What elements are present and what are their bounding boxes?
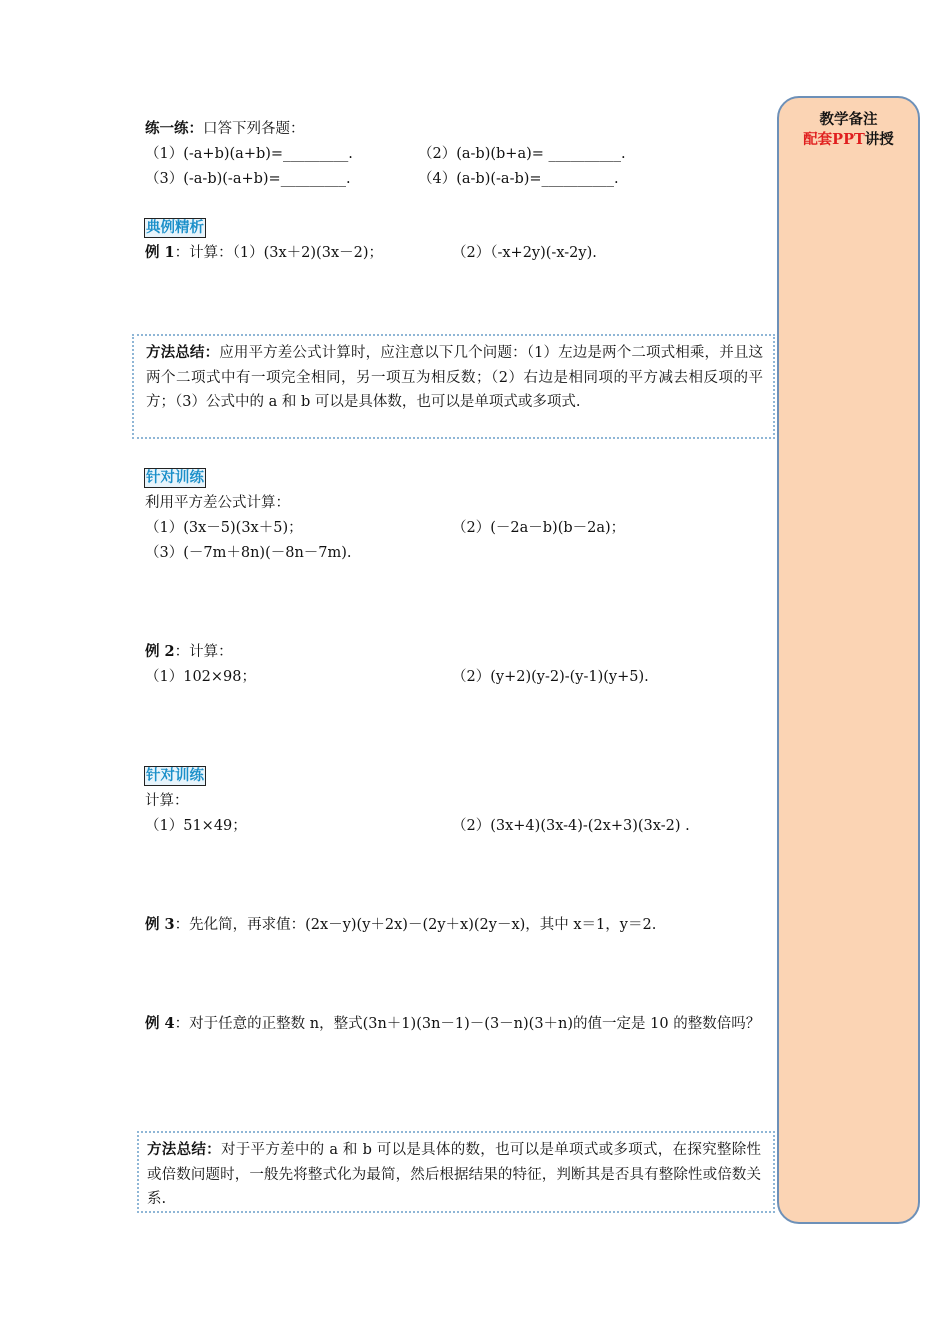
sidebar-lecture-label: 讲授 — [864, 131, 894, 148]
example-3 — [145, 915, 656, 935]
example-4-label: 例 4 — [145, 1015, 175, 1032]
example-1 — [145, 243, 383, 263]
training-1-title: 针对训练 — [146, 469, 204, 486]
method-summary-2-text: 对于平方差中的 a 和 b 可以是具体的数，也可以是单项式或多项式，在探究整除性或倍数问题时，一般先将整式化为最简，然后根据结果的特征，判断其是否具有整除性或倍数关系. — [147, 1142, 761, 1207]
teaching-notes-sidebar — [777, 96, 920, 1224]
method-summary-1-label: 方法总结： — [146, 344, 220, 361]
sidebar-title: 教学备注 — [819, 111, 878, 128]
example-2-text: ：计算： — [174, 644, 233, 660]
example-4-text: ：对于任意的正整数 n，整式(3n＋1)(3n－1)－(3－n)(3＋n)的值一定是 10 的整数倍吗？ — [174, 1016, 761, 1032]
example-2 — [145, 642, 233, 662]
practice-q2: （2）(a-b)(b+a)= __________. — [418, 146, 626, 162]
training-2-instruction: 计算： — [145, 793, 189, 809]
method-summary-1-text: 应用平方差公式计算时，应注意以下几个问题：（1）左边是两个二项式相乘，并且这两个二项式中有一项完全相同，另一项互为相反数；（2）右边是相同项的平方减去相反项的平方；（3）公式中的 a 和 b 可以是具体数，也可以是单项式或多项式. — [146, 345, 763, 410]
example-2-label: 例 2 — [145, 643, 175, 660]
example-2-q1: （1）102×98； — [145, 669, 257, 685]
training-1-q3: （3）(－7m＋8n)(－8n－7m). — [145, 545, 352, 561]
example-1-part2: （2）（-x+2y)(-x-2y). — [452, 245, 597, 261]
practice-q4: （4）(a-b)(-a-b)=__________. — [418, 171, 619, 187]
training-2-q2: （2）(3x+4)(3x-4)-(2x+3)(3x-2) . — [452, 818, 690, 834]
method-summary-1 — [132, 334, 775, 439]
example-3-label: 例 3 — [145, 916, 175, 933]
example-4 — [145, 1012, 763, 1036]
example-2-q2: （2）(y+2)(y-2)-(y-1)(y+5). — [452, 669, 649, 685]
training-2-title: 针对训练 — [146, 767, 204, 784]
practice-instruction: 口答下列各题： — [203, 121, 305, 137]
method-summary-2-label: 方法总结： — [147, 1141, 221, 1158]
section-examples-title: 典例精析 — [146, 219, 204, 236]
sidebar-subtitle — [779, 130, 918, 150]
practice-q3: （3）(-a-b)(-a+b)=_________. — [145, 171, 351, 187]
training-1-q2: （2）(－2a－b)(b－2a)； — [452, 520, 626, 536]
practice-q1: （1）(-a+b)(a+b)=_________. — [145, 146, 353, 162]
example-1-label: 例 1 — [145, 244, 175, 261]
sidebar-ppt-label: 配套PPT — [803, 131, 865, 148]
example-3-text: ：先化简，再求值：(2x－y)(y＋2x)－(2y＋x)(2y－x)，其中 x＝1，y＝2. — [174, 917, 657, 933]
practice-heading — [145, 119, 305, 139]
practice-title: 练一练： — [145, 120, 203, 137]
example-1-text: ：计算：（1）(3x＋2)(3x－2)； — [174, 245, 383, 261]
training-1-instruction: 利用平方差公式计算： — [145, 495, 290, 511]
training-1-q1: （1）(3x－5)(3x＋5)； — [145, 520, 303, 536]
training-2-q1: （1）51×49； — [145, 818, 247, 834]
method-summary-2 — [137, 1131, 775, 1213]
